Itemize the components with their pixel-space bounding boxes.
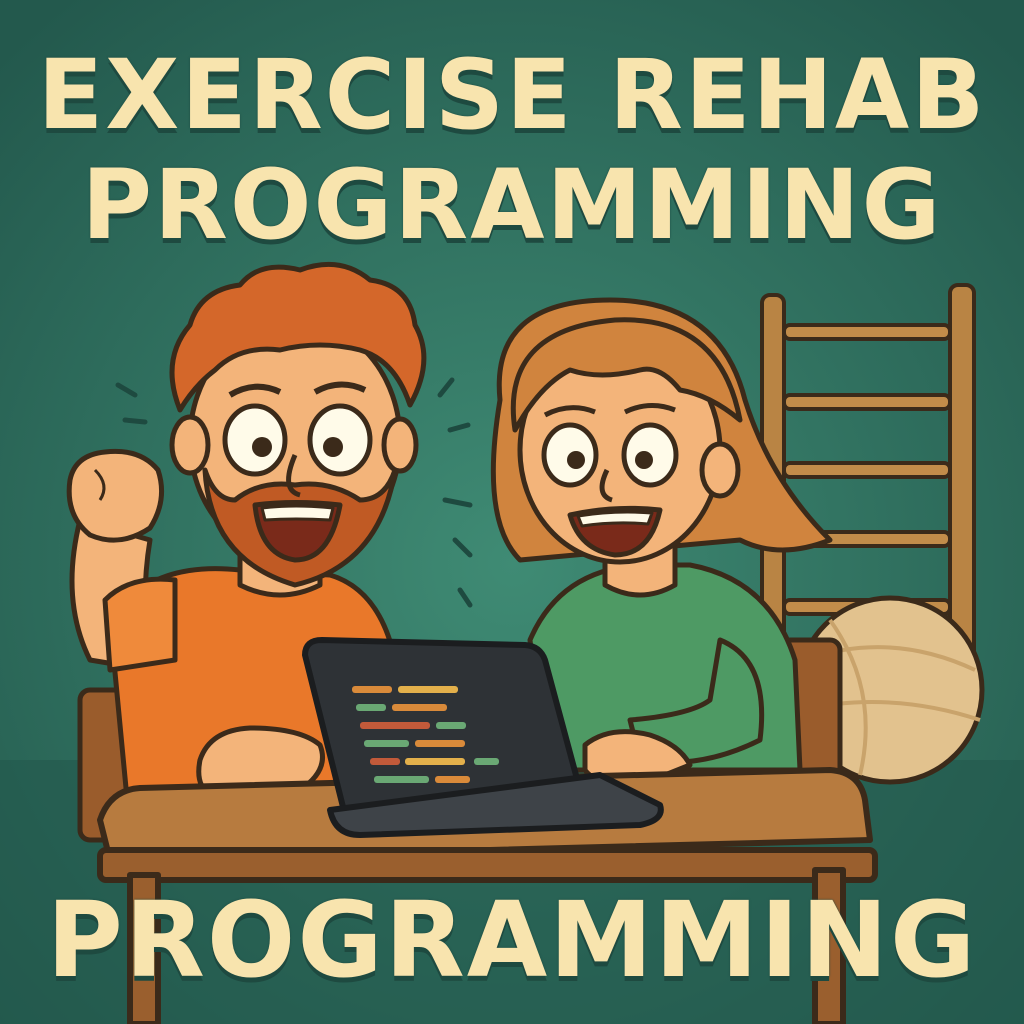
man-fist xyxy=(69,451,161,540)
bottom-caption: PROGRAMMING xyxy=(46,879,978,1001)
title-line-2: PROGRAMMING xyxy=(81,149,943,261)
title-line-1: EXERCISE REHAB xyxy=(37,39,987,151)
